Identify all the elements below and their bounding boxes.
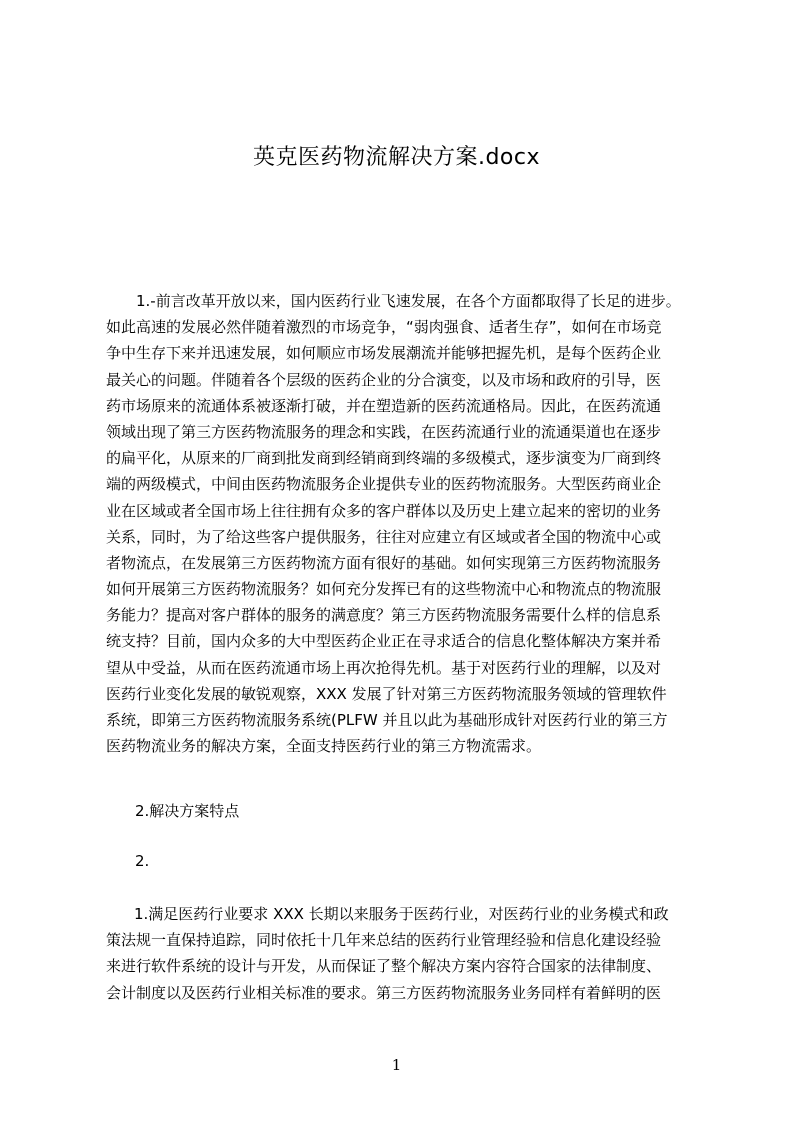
paragraph-line: 领域出现了第三方医药物流服务的理念和实践，在医药流通行业的流通渠道也在逐步 xyxy=(106,422,662,441)
paragraph-line: 会计制度以及医药行业相关标准的要求。第三方医药物流服务业务同样有着鲜明的医 xyxy=(106,983,662,1002)
paragraph-line: 最关心的问题。伴随着各个层级的医药企业的分合演变，以及市场和政府的引导，医 xyxy=(106,370,662,389)
paragraph-line: 系统，即第三方医药物流服务系统(PLFW 并且以此为基础形成针对医药行业的第三方 xyxy=(106,711,668,729)
features-paragraph xyxy=(106,901,669,1006)
paragraph-line: 医药物流业务的解决方案，全面支持医药行业的第三方物流需求。 xyxy=(106,737,542,756)
paragraph-line: 业在区域或者全国市场上往往拥有众多的客户群体以及历史上建立起来的密切的业务 xyxy=(106,501,662,520)
subsection-number: 2. xyxy=(135,852,150,870)
paragraph-line: 端的两级模式，中间由医药物流服务企业提供专业的医药物流服务。大型医药商业企 xyxy=(106,475,662,494)
paragraph-line: 关系，同时，为了给这些客户提供服务，往往对应建立有区域或者全国的物流中心或 xyxy=(106,527,662,546)
intro-paragraph xyxy=(106,288,681,759)
paragraph-line: 如何开展第三方医药物流服务？如何充分发挥已有的这些物流中心和物流点的物流服 xyxy=(106,580,662,599)
paragraph-line: 来进行软件系统的设计与开发，从而保证了整个解决方案内容符合国家的法律制度、 xyxy=(106,957,662,976)
paragraph-line: 1.满足医药行业要求 XXX 长期以来服务于医药行业，对医药行业的业务模式和政 xyxy=(134,905,669,923)
paragraph-line: 策法规一直保持追踪，同时依托十几年来总结的医药行业管理经验和信息化建设经验 xyxy=(106,931,662,950)
paragraph-line: 如此高速的发展必然伴随着激烈的市场竞争，“弱肉强食、适者生存”，如何在市场竞 xyxy=(106,318,662,337)
paragraph-line: 医药行业变化发展的敏锐观察，XXX 发展了针对第三方医药物流服务领域的管理软件 xyxy=(106,684,667,703)
paragraph-line: 的扁平化，从原来的厂商到批发商到经销商到终端的多级模式，逐步演变为厂商到终 xyxy=(106,449,662,468)
page-number: 1 xyxy=(391,1056,402,1074)
document-title: 英克医药物流解决方案.docx xyxy=(252,145,541,170)
paragraph-line: 望从中受益，从而在医药流通市场上再次抢得先机。基于对医药行业的理解，以及对 xyxy=(106,658,662,677)
paragraph-line: 务能力？提高对客户群体的服务的满意度？第三方医药物流服务需要什么样的信息系 xyxy=(106,606,662,625)
section-heading: 2.解决方案特点 xyxy=(135,802,240,820)
paragraph-line: 争中生存下来并迅速发展，如何顺应市场发展潮流并能够把握先机，是每个医药企业 xyxy=(106,344,662,363)
paragraph-line: 统支持？目前，国内众多的大中型医药企业正在寻求适合的信息化整体解决方案并希 xyxy=(106,632,662,651)
paragraph-line: 1.-前言改革开放以来，国内医药行业飞速发展，在各个方面都取得了长足的进步。 xyxy=(136,292,681,310)
paragraph-line: 药市场原来的流通体系被逐渐打破，并在塑造新的医药流通格局。因此，在医药流通 xyxy=(106,396,662,415)
paragraph-line: 者物流点，在发展第三方医药物流方面有很好的基础。如何实现第三方医药物流服务 xyxy=(106,553,662,572)
